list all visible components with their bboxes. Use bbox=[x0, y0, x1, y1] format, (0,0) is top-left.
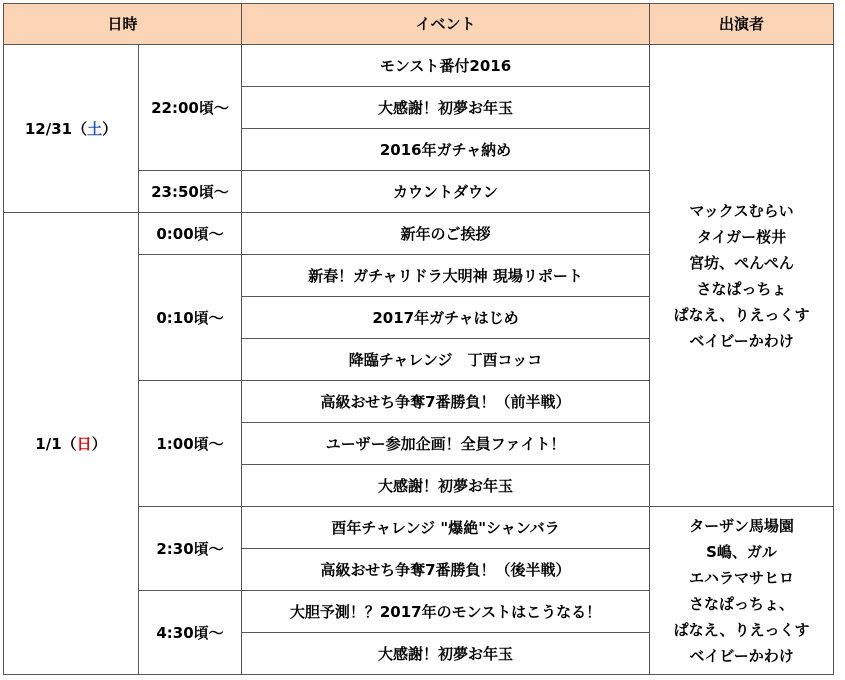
event-cell: 新春！ガチャリドラ大明神 現場リポート bbox=[242, 255, 650, 297]
event-cell: モンスト番付2016 bbox=[242, 45, 650, 87]
weekday-sunday: 日 bbox=[76, 434, 92, 453]
event-cell: 新年のご挨拶 bbox=[242, 213, 650, 255]
cast-name: ぱなえ、りえっくす bbox=[673, 305, 810, 324]
cast-name: ぱなえ、りえっくす bbox=[673, 620, 810, 639]
cast-cell-1 bbox=[650, 45, 834, 507]
event-cell: 大感謝！初夢お年玉 bbox=[242, 633, 650, 675]
event-cell: 降臨チャレンジ 丁酉コッコ bbox=[242, 339, 650, 381]
schedule-table bbox=[3, 3, 834, 675]
event-cell: 2017年ガチャはじめ bbox=[242, 297, 650, 339]
event-cell: 高級おせち争奪7番勝負！（前半戦） bbox=[242, 381, 650, 423]
cast-name: さなぱっちょ bbox=[696, 279, 787, 298]
time-cell: 1:00頃～ bbox=[139, 381, 242, 507]
time-cell: 23:50頃～ bbox=[139, 171, 242, 213]
event-cell: 大胆予測！？2017年のモンストはこうなる！ bbox=[242, 591, 650, 633]
cast-name: ターザン馬場園 bbox=[689, 516, 794, 535]
time-cell: 0:00頃～ bbox=[139, 213, 242, 255]
event-cell: 大感謝！初夢お年玉 bbox=[242, 465, 650, 507]
cast-name: マックスむらい bbox=[689, 201, 794, 220]
event-cell: ユーザー参加企画！全員ファイト！ bbox=[242, 423, 650, 465]
event-cell: 2016年ガチャ納め bbox=[242, 129, 650, 171]
cast-name: 宮坊、ぺんぺん bbox=[689, 253, 794, 272]
event-cell: 高級おせち争奪7番勝負！（後半戦） bbox=[242, 549, 650, 591]
header-date: 日時 bbox=[4, 4, 242, 45]
date-cell-dec31 bbox=[4, 45, 139, 213]
time-cell: 0:10頃～ bbox=[139, 255, 242, 381]
cast-name: ベイビーかわけ bbox=[689, 331, 794, 350]
header-event: イベント bbox=[242, 4, 650, 45]
event-cell: カウントダウン bbox=[242, 171, 650, 213]
time-cell: 4:30頃～ bbox=[139, 591, 242, 675]
cast-name: タイガー桜井 bbox=[696, 227, 787, 246]
time-cell: 22:00頃～ bbox=[139, 45, 242, 171]
date-text: 12/31（ bbox=[24, 119, 88, 138]
cast-name: S嶋、ガル bbox=[706, 542, 777, 561]
date-text: 1/1（ bbox=[35, 434, 77, 453]
header-row bbox=[4, 4, 834, 45]
date-close: ） bbox=[102, 119, 118, 138]
header-cast: 出演者 bbox=[650, 4, 834, 45]
time-cell: 2:30頃～ bbox=[139, 507, 242, 591]
cast-cell-2 bbox=[650, 507, 834, 675]
cast-name: さなぱっちょ、 bbox=[689, 594, 795, 613]
cast-name: ベイビーかわけ bbox=[689, 646, 794, 665]
event-cell: 大感謝！初夢お年玉 bbox=[242, 87, 650, 129]
date-cell-jan1 bbox=[4, 213, 139, 675]
table-row bbox=[4, 45, 834, 87]
date-close: ） bbox=[91, 434, 107, 453]
event-cell: 酉年チャレンジ "爆絶"シャンバラ bbox=[242, 507, 650, 549]
weekday-saturday: 土 bbox=[87, 119, 103, 138]
cast-name: エハラマサヒロ bbox=[689, 568, 795, 587]
